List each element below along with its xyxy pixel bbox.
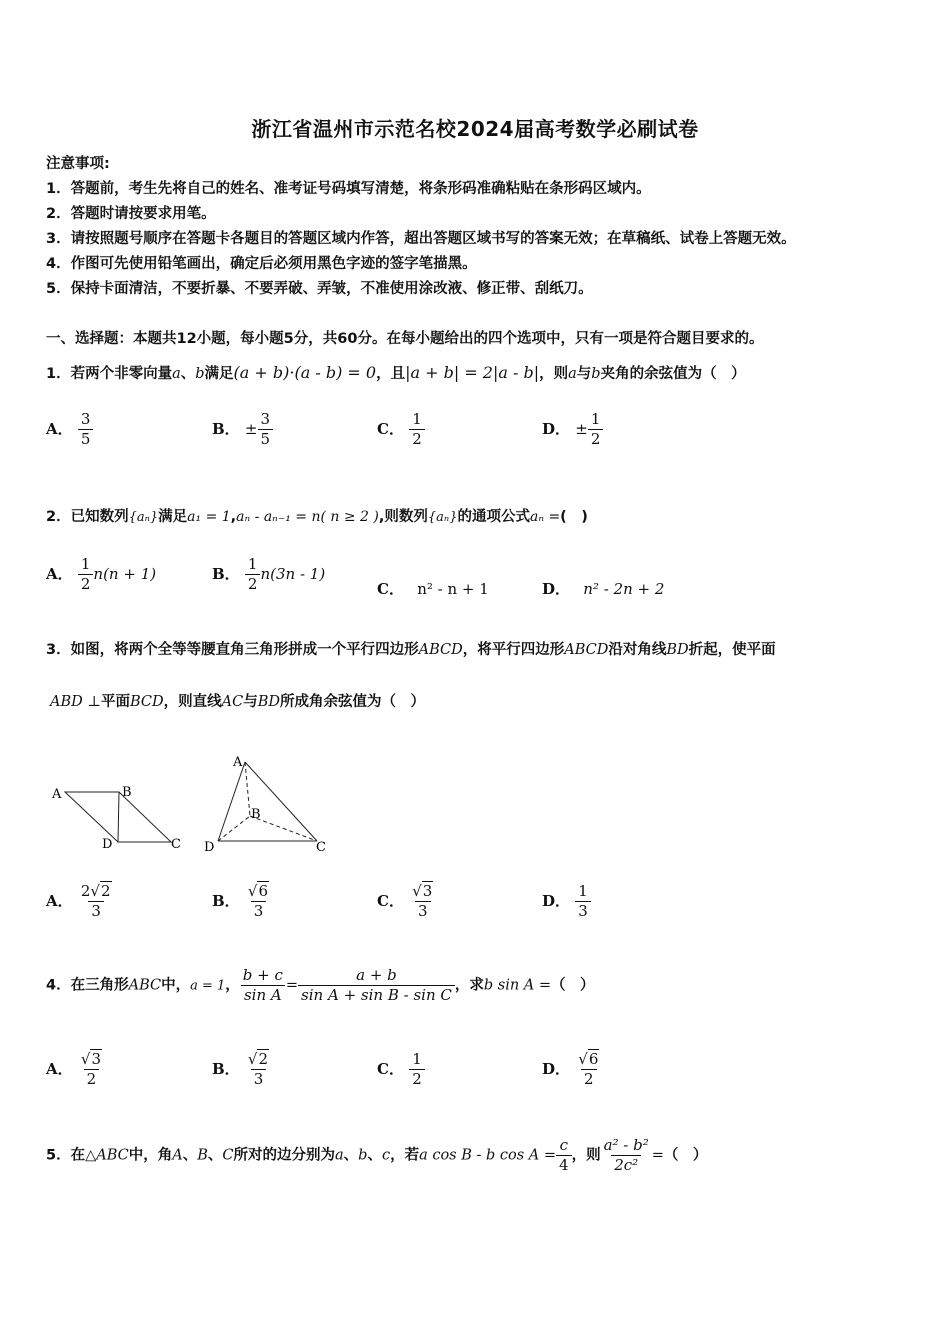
q3-bd: BD bbox=[666, 642, 689, 658]
question-3-line-2 bbox=[50, 690, 425, 711]
q4-end: （ ） bbox=[551, 977, 595, 994]
q4-option-a[interactable] bbox=[46, 1050, 105, 1089]
fig-label-c: C bbox=[316, 840, 326, 855]
q3-ac: AC bbox=[221, 694, 244, 710]
q3-bcd: BCD bbox=[130, 694, 164, 710]
question-1 bbox=[46, 362, 746, 383]
frac-den: 3 bbox=[251, 901, 267, 921]
q3-abd: ABD ⊥ bbox=[50, 694, 101, 710]
q1-var-a: a bbox=[172, 366, 181, 382]
fraction bbox=[588, 410, 604, 449]
q3-text: 沿对角线 bbox=[608, 642, 667, 658]
fraction bbox=[78, 882, 115, 921]
q2-then: ,则数列 bbox=[378, 509, 428, 525]
q4-comma: ， bbox=[225, 977, 240, 994]
fraction bbox=[409, 1050, 425, 1089]
q5-prefix: 5．在 bbox=[46, 1147, 86, 1164]
q4-ask: ，求 bbox=[454, 977, 484, 994]
q5-angle-b: B bbox=[197, 1147, 208, 1164]
sqrt: √6 bbox=[578, 1050, 599, 1068]
option-label: C． bbox=[377, 891, 404, 910]
frac-den: 3 bbox=[88, 901, 104, 921]
pm-sign: ± bbox=[244, 419, 258, 438]
diagonal-bd bbox=[118, 792, 119, 842]
fig-label-d: D bbox=[204, 840, 215, 855]
q1-sep: 、 bbox=[180, 366, 196, 382]
option-label: D． bbox=[542, 580, 571, 598]
q3-option-c[interactable] bbox=[377, 882, 436, 921]
q1-tail-b: b bbox=[591, 366, 601, 382]
q3-option-a[interactable] bbox=[46, 882, 115, 921]
question-4 bbox=[46, 966, 595, 1005]
fraction bbox=[245, 555, 261, 594]
q1-cond2: |a + b| = 2|a - b| bbox=[405, 363, 540, 382]
q3-text: 所成角余弦值为（ ） bbox=[280, 694, 426, 710]
option-label: A． bbox=[46, 419, 73, 438]
frac-num: 1 bbox=[578, 882, 588, 900]
fraction bbox=[78, 555, 94, 594]
q5-mid: 中，角 bbox=[128, 1147, 173, 1164]
q5-target-frac bbox=[601, 1136, 652, 1175]
q2-option-a[interactable] bbox=[46, 555, 156, 594]
fraction bbox=[258, 410, 274, 449]
frac-den: 2 bbox=[581, 1069, 597, 1089]
q5-angle-c: C bbox=[222, 1147, 234, 1164]
q1-mid: ，且 bbox=[376, 366, 406, 382]
coef: 2 bbox=[80, 882, 91, 900]
fraction bbox=[575, 882, 591, 921]
option-label: C． bbox=[377, 419, 404, 438]
frac-den: 3 bbox=[251, 1069, 267, 1089]
radicand: 2 bbox=[258, 1050, 269, 1068]
fig-label-d: D bbox=[102, 837, 113, 852]
sqrt: √2 bbox=[90, 882, 111, 900]
page-title: 浙江省温州市示范名校2024届高考数学必刷试卷 bbox=[251, 117, 699, 141]
fraction bbox=[245, 1050, 272, 1089]
frac-den: 4 bbox=[556, 1155, 572, 1175]
q3-bd: BD bbox=[257, 694, 281, 710]
q1-tail3: 夹角的余弦值为（ ） bbox=[600, 366, 746, 382]
q4-lhs bbox=[240, 966, 286, 1005]
q5-if: ，若 bbox=[390, 1147, 420, 1164]
frac-num: 3 bbox=[260, 410, 271, 428]
radicand: 6 bbox=[258, 882, 269, 900]
option-label: A． bbox=[46, 891, 73, 910]
edge-ad bbox=[218, 762, 245, 841]
q4-eq: = bbox=[285, 977, 299, 994]
q5-eq: = bbox=[651, 1147, 664, 1164]
fraction bbox=[409, 882, 436, 921]
q1-option-a[interactable] bbox=[46, 410, 93, 449]
frac-den: 3 bbox=[575, 901, 591, 921]
q2-option-b[interactable] bbox=[212, 555, 325, 594]
q2-cond1: a₁ = 1 bbox=[187, 509, 231, 525]
frac-num bbox=[245, 882, 272, 901]
q1-tail2: 与 bbox=[576, 366, 592, 382]
note-item-2: 2．答题时请按要求用笔。 bbox=[46, 206, 216, 222]
q1-cond1: (a + b)·(a - b) = 0 bbox=[233, 363, 377, 382]
fig-label-a: A bbox=[233, 755, 243, 770]
q3-figure bbox=[40, 750, 350, 860]
frac-num: 1 bbox=[412, 410, 422, 428]
option-label: D． bbox=[542, 1059, 571, 1078]
frac-num: a² - b² bbox=[603, 1136, 649, 1154]
note-item-5: 5．保持卡面清洁，不要折暴、不要弄破、弄皱，不准使用涂改液、修正带、刮纸刀。 bbox=[46, 281, 593, 297]
q2-comma: , bbox=[230, 509, 237, 525]
frac-num: 3 bbox=[80, 410, 91, 428]
option-expr: n(n + 1) bbox=[93, 564, 157, 583]
q1-option-b[interactable] bbox=[212, 410, 273, 449]
q5-c-over-4 bbox=[556, 1136, 572, 1175]
q1-prefix: 1．若两个非零向量 bbox=[46, 366, 173, 382]
option-expr: n(3n - 1) bbox=[260, 564, 326, 583]
frac-num: 1 bbox=[590, 410, 601, 428]
q3-text: ，则直线 bbox=[163, 694, 222, 710]
frac-den: 2 bbox=[409, 429, 425, 449]
frac-num: c bbox=[559, 1136, 568, 1154]
q4-target: b sin A = bbox=[483, 977, 552, 994]
q2-option-c[interactable] bbox=[377, 578, 489, 599]
option-label: C． bbox=[377, 580, 404, 598]
q2-end: ( ) bbox=[560, 509, 588, 525]
frac-num bbox=[78, 1050, 105, 1069]
note-item-1: 1．答题前，考生先将自己的姓名、准考证号码填写清楚，将条形码准确粘贴在条形码区域内。 bbox=[46, 181, 651, 197]
q5-sep: 、 bbox=[207, 1147, 223, 1164]
frac-num: 1 bbox=[80, 555, 91, 573]
fraction bbox=[575, 1050, 602, 1089]
fraction bbox=[78, 1050, 105, 1089]
q2-prefix: 2．已知数列 bbox=[46, 509, 129, 525]
q5-sep: 、 bbox=[367, 1147, 382, 1164]
note-item-3: 3．请按照题号顺序在答题卡各题目的答题区域内作答，超出答题区域书写的答案无效；在草稿纸、试卷上答题无效。 bbox=[46, 231, 796, 247]
q5-cond: a cos B - b cos A = bbox=[419, 1147, 557, 1164]
frac-den: sin A + sin B - sin C bbox=[298, 985, 455, 1005]
q5-side-a: a bbox=[335, 1147, 344, 1164]
option-expr: n² - 2n + 2 bbox=[583, 580, 665, 598]
q3-text: 平面 bbox=[101, 694, 130, 710]
q2-option-d[interactable] bbox=[542, 578, 664, 599]
frac-num bbox=[245, 1050, 272, 1069]
q3-abcd: ABCD bbox=[564, 642, 609, 658]
option-expr: n² - n + 1 bbox=[417, 580, 489, 598]
frac-den: sin A bbox=[241, 985, 285, 1005]
frac-num: b + c bbox=[242, 966, 283, 984]
frac-den: 5 bbox=[258, 429, 274, 449]
q4-option-d[interactable] bbox=[542, 1050, 602, 1089]
q4-mid: 中， bbox=[161, 977, 191, 994]
question-3-line-1 bbox=[46, 638, 776, 659]
frac-den: 3 bbox=[415, 901, 431, 921]
sqrt: √3 bbox=[80, 1050, 101, 1068]
option-label: B． bbox=[212, 891, 240, 910]
question-5 bbox=[46, 1136, 707, 1175]
frac-den: 2 bbox=[409, 1069, 425, 1089]
option-label: B． bbox=[212, 564, 240, 583]
q4-prefix: 4．在三角形 bbox=[46, 977, 129, 994]
q3-text: 与 bbox=[243, 694, 258, 710]
q4-rhs bbox=[298, 966, 455, 1005]
option-label: A． bbox=[46, 1059, 73, 1078]
q5-side-b: b bbox=[358, 1147, 368, 1164]
q3-text: 折起，使平面 bbox=[688, 642, 776, 658]
q1-option-c[interactable] bbox=[377, 410, 425, 449]
q1-tail-a: a bbox=[568, 366, 577, 382]
frac-den: 5 bbox=[78, 429, 94, 449]
q2-satisfy: 满足 bbox=[158, 509, 188, 525]
sqrt: √3 bbox=[412, 882, 433, 900]
fig-label-b: B bbox=[122, 785, 132, 800]
q4-a1: a = 1 bbox=[190, 978, 226, 994]
option-label: A． bbox=[46, 564, 73, 583]
q1-tail1: ，则 bbox=[539, 366, 569, 382]
q2-seq: {aₙ} bbox=[128, 510, 159, 525]
q4-option-b[interactable] bbox=[212, 1050, 272, 1089]
frac-num bbox=[78, 882, 115, 901]
q5-end: （ ） bbox=[663, 1147, 708, 1164]
radicand: 3 bbox=[91, 1050, 101, 1068]
q3-text: ，将平行四边形 bbox=[462, 642, 565, 658]
option-label: B． bbox=[212, 419, 240, 438]
fraction bbox=[409, 410, 425, 449]
frac-den: 2 bbox=[245, 574, 261, 594]
pm-sign: ± bbox=[575, 419, 588, 438]
q5-angle-a: A bbox=[172, 1147, 183, 1164]
radicand: 3 bbox=[422, 882, 433, 900]
frac-den: 2 bbox=[84, 1069, 100, 1089]
q1-var-b: b bbox=[195, 366, 205, 382]
q5-triangle: △ABC bbox=[85, 1147, 129, 1164]
radicand: 6 bbox=[588, 1050, 599, 1068]
q5-side-c: c bbox=[381, 1147, 391, 1164]
q3-option-b[interactable] bbox=[212, 882, 272, 921]
frac-num bbox=[409, 882, 436, 901]
q5-sep: 、 bbox=[343, 1147, 359, 1164]
q2-cond2: aₙ - aₙ₋₁ = n bbox=[236, 509, 321, 525]
q2-seq2: {aₙ} bbox=[427, 510, 458, 525]
q5-mid2: 所对的边分别为 bbox=[233, 1147, 335, 1164]
q2-formula: 的通项公式 bbox=[457, 509, 530, 525]
frac-num: a + b bbox=[356, 966, 397, 984]
edge-ac bbox=[245, 762, 317, 841]
section-heading: 一、选择题：本题共12小题，每小题5分，共60分。在每小题给出的四个选项中，只有一项是符合题目要求的。 bbox=[46, 331, 764, 347]
q5-then: ，则 bbox=[571, 1147, 601, 1164]
q4-option-c[interactable] bbox=[377, 1050, 425, 1089]
fraction bbox=[78, 410, 94, 449]
frac-den: 2 bbox=[588, 429, 604, 449]
q2-an: aₙ = bbox=[529, 509, 561, 525]
frac-num: 1 bbox=[247, 555, 258, 573]
q3-abcd: ABCD bbox=[418, 642, 463, 658]
option-label: B． bbox=[212, 1059, 240, 1078]
q1-option-d[interactable] bbox=[542, 410, 603, 449]
edge-ab-hidden bbox=[245, 762, 250, 816]
frac-num bbox=[575, 1050, 602, 1069]
radicand: 2 bbox=[100, 882, 111, 900]
fraction bbox=[245, 882, 272, 921]
q4-abc: ABC bbox=[128, 977, 162, 994]
sqrt: √2 bbox=[247, 1050, 269, 1068]
q3-option-d[interactable] bbox=[542, 882, 591, 921]
option-label: D． bbox=[542, 891, 571, 910]
fig-label-b: B bbox=[251, 807, 261, 822]
note-item-4: 4．作图可先使用铅笔画出，确定后必须用黑色字迹的签字笔描黑。 bbox=[46, 256, 477, 272]
frac-num: 1 bbox=[412, 1050, 422, 1068]
notes-heading: 注意事项: bbox=[46, 156, 110, 172]
question-2 bbox=[46, 505, 588, 526]
fig-label-a: A bbox=[52, 787, 62, 802]
fig-label-c: C bbox=[171, 837, 181, 852]
option-label: C． bbox=[377, 1059, 404, 1078]
q1-cond1-label: 满足 bbox=[204, 366, 234, 382]
q2-cond3: ( n ≥ 2 ) bbox=[320, 509, 379, 525]
sqrt: √6 bbox=[247, 882, 269, 900]
frac-den: 2c² bbox=[611, 1155, 641, 1175]
frac-den: 2 bbox=[78, 574, 94, 594]
q3-text: 3．如图，将两个全等等腰直角三角形拼成一个平行四边形 bbox=[46, 642, 419, 658]
q5-sep: 、 bbox=[182, 1147, 198, 1164]
option-label: D． bbox=[542, 419, 571, 438]
